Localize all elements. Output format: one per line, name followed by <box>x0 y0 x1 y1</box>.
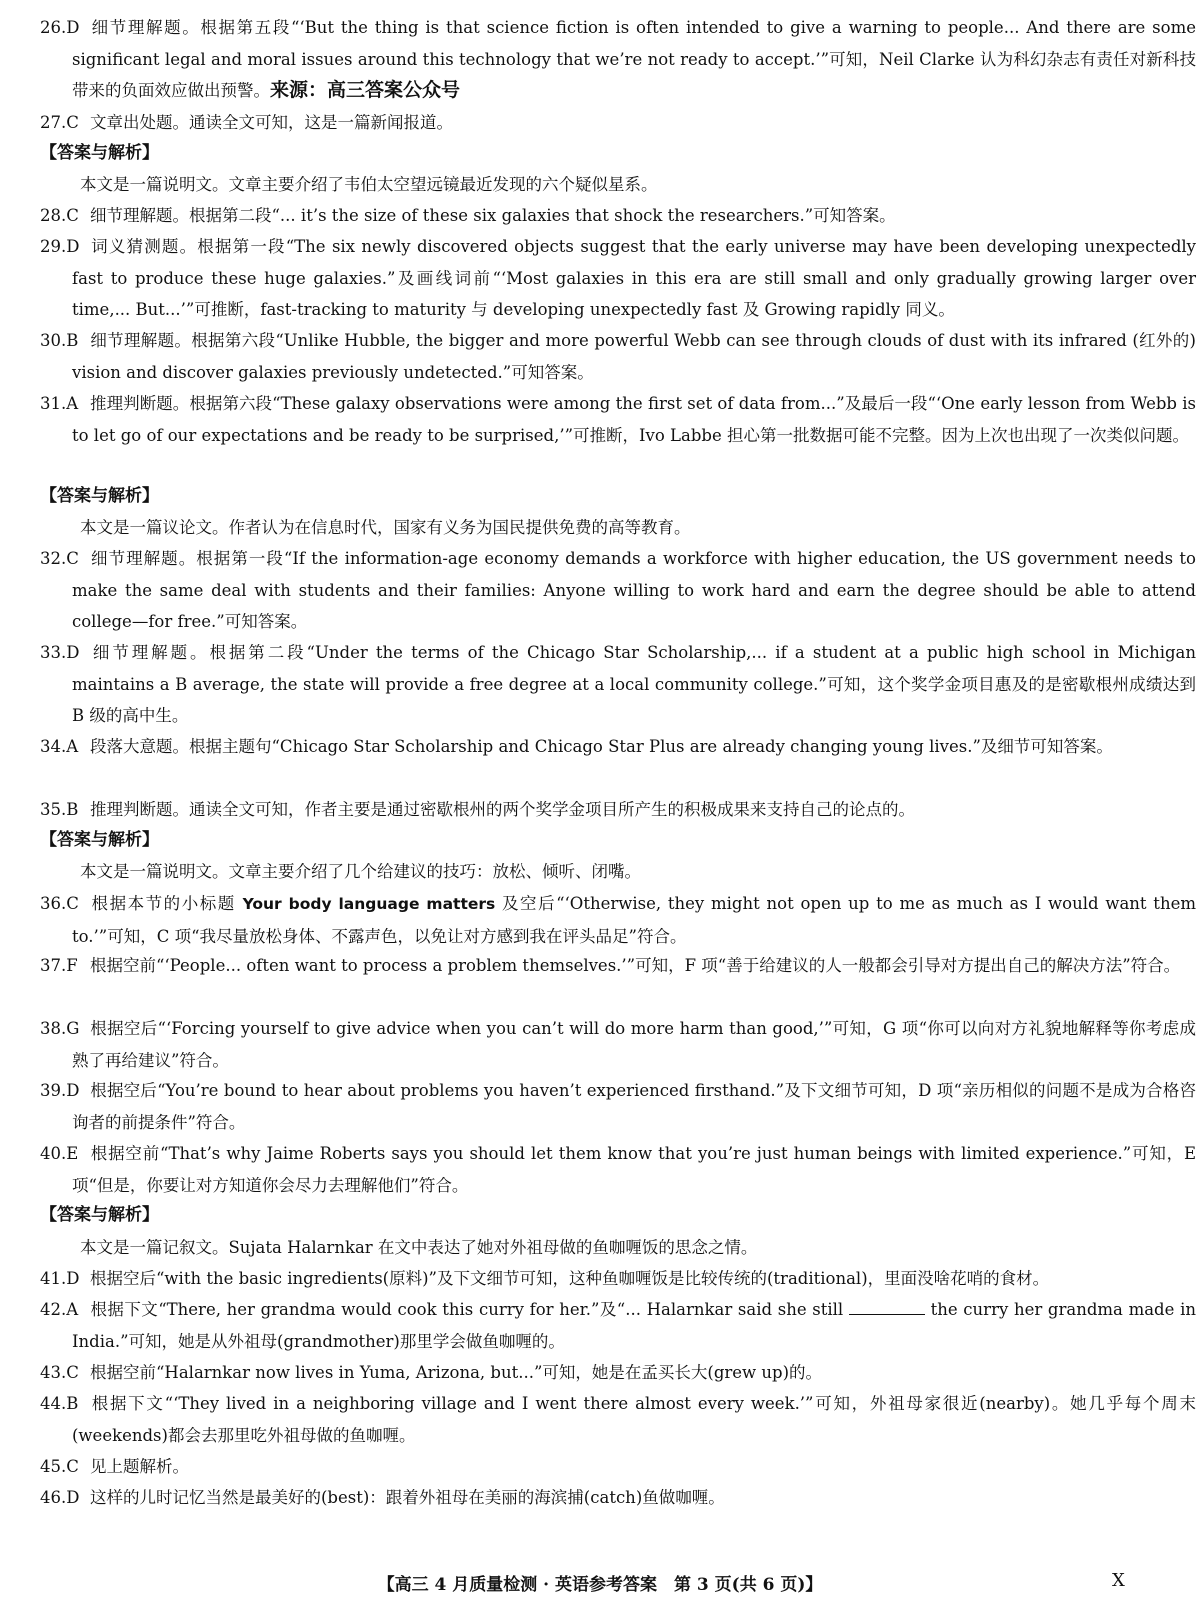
answer-item-26 <box>40 12 1196 107</box>
answer-item-27 <box>40 107 1196 139</box>
answer-text: 根据空后“You’re bound to hear about problems you haven’t experienced firsthand.”及下文细节可知，D 项“亲历相似的问题不是成为合格咨询者的前提条件”符合。 <box>72 1081 1196 1132</box>
answer-item-30 <box>40 325 1196 388</box>
answer-item-46 <box>40 1482 1196 1514</box>
answer-text: 文章出处题。通读全文可知，这是一篇新闻报道。 <box>90 113 453 132</box>
answer-item-29 <box>40 231 1196 326</box>
answer-text: 根据空前“That’s why Jaime Roberts says you should let them know that you’re just human beings with limited experience.”可知，E 项“但是，你要让对方知道你会尽力去理解他们”符合。 <box>72 1144 1196 1195</box>
answer-number: 43.C <box>40 1363 79 1382</box>
answer-number: 45.C <box>40 1457 79 1476</box>
source-watermark-text: 来源：高三答案公众号 <box>270 79 461 102</box>
answer-item-35 <box>40 794 1196 826</box>
answer-text: 及空后“‘Otherwise, they might not open up to me as much as I would want them to.’”可知，C 项“我尽量放松身体、不露声色，以免让对方感到我在评头品足”符合。 <box>72 894 1196 946</box>
answer-number: 28.C <box>40 206 79 225</box>
answer-text: 段落大意题。根据主题句“Chicago Star Scholarship and Chicago Star Plus are already changing young lives.”及细节可知答案。 <box>90 737 1113 756</box>
answer-item-41 <box>40 1263 1196 1295</box>
answer-text: 根据空前“Halarnkar now lives in Yuma, Arizona, but...”可知，她是在孟买长大(grew up)的。 <box>90 1363 823 1382</box>
section-intro: 本文是一篇说明文。文章主要介绍了几个给建议的技巧：放松、倾听、闭嘴。 <box>80 862 641 881</box>
answer-item-34 <box>40 731 1196 763</box>
answer-item-36 <box>40 888 1196 952</box>
answer-text-pre: 根据下文“There, her grandma would cook this curry for her.”及“... Halarnkar said she still <box>90 1300 849 1319</box>
answer-number: 39.D <box>40 1081 80 1100</box>
answer-item-32 <box>40 543 1196 638</box>
answer-number: 31.A <box>40 394 79 413</box>
answer-number: 37.F <box>40 956 78 975</box>
answer-text: 根据空后“with the basic ingredients(原料)”及下文细节可知，这种鱼咖喱饭是比较传统的(traditional)，里面没啥花哨的食材。 <box>90 1269 1050 1288</box>
answer-item-31 <box>40 388 1196 451</box>
footer-mark: X <box>1112 1570 1125 1591</box>
answer-text: 推理判断题。根据第六段“These galaxy observations were among the first set of data from...”及最后一段“‘One early lesson from Webb is to let go of our expectations and be ready to be surprised,’”可推断，Ivo Labbe 担心第一批数据可能不完整。因为上次也出现了一次类似问题。 <box>72 394 1196 445</box>
answer-item-43 <box>40 1357 1196 1389</box>
answer-number: 35.B <box>40 800 79 819</box>
answer-text: 见上题解析。 <box>90 1457 189 1476</box>
answer-text: 细节理解题。根据第一段“If the information-age economy demands a workforce with higher education, the US government needs to make the same deal with students and their families: Anyone willing to work hard and earn the degree should be able to attend college—for free.”可知答案。 <box>72 549 1196 632</box>
answer-number: 33.D <box>40 643 80 662</box>
answer-text: 细节理解题。根据第五段“‘But the thing is that science fiction is often intended to give a warning to people... And there are some significant legal and moral issues around this technology that we’re not ready to accept.’”可知，Neil Clarke 认为科幻杂志有责任对新科技带来的负面效应做出预警。 <box>72 18 1196 101</box>
answer-text: the curry her grandma made in India.”可知，她是从外祖母(grandmother)那里学会做鱼咖喱的。 <box>72 1300 1196 1351</box>
section-intro: 本文是一篇议论文。作者认为在信息时代，国家有义务为国民提供免费的高等教育。 <box>80 518 691 537</box>
answer-text: 根据空前“‘People... often want to process a problem themselves.’”可知，F 项“善于给建议的人一般都会引导对方提出自己的解决方法”符合。 <box>90 956 1181 975</box>
section-header: 【答案与解析】 <box>40 1205 159 1225</box>
answer-text: 这样的儿时记忆当然是最美好的(best)：跟着外祖母在美丽的海滨捕(catch)鱼做咖喱。 <box>90 1488 725 1507</box>
answer-item-28 <box>40 200 1196 232</box>
section-header: 【答案与解析】 <box>40 143 159 163</box>
answer-number: 41.D <box>40 1269 80 1288</box>
answer-text: 根据下文“‘They lived in a neighboring village and I went there almost every week.’”可知，外祖母家很近(nearby)。她几乎每个周末(weekends)都会去那里吃外祖母做的鱼咖喱。 <box>72 1394 1196 1445</box>
answer-text: 词义猜测题。根据第一段“The six newly discovered objects suggest that the early universe may have been developing unexpectedly fast to produce these huge galaxies.”及画线词前“‘Most galaxies in this era are still small and only gradually growing larger over time,... But...’”可推断，fast-tracking to maturity 与 developing unexpectedly fast 及 Growing rapidly 同义。 <box>72 237 1196 320</box>
section-header: 【答案与解析】 <box>40 486 159 506</box>
answer-number: 30.B <box>40 331 79 350</box>
answer-text: 细节理解题。根据第六段“Unlike Hubble, the bigger and more powerful Webb can see through clouds of dust with its infrared (红外的) vision and discover galaxies previously undetected.”可知答案。 <box>72 331 1196 382</box>
answer-item-37 <box>40 950 1196 982</box>
answer-number: 26.D <box>40 18 80 37</box>
subheading-title: Your body language matters <box>242 895 496 913</box>
page-footer: 【高三 4 月质量检测 · 英语参考答案 第 3 页(共 6 页)】 <box>377 1575 823 1595</box>
answer-number: 38.G <box>40 1019 80 1038</box>
answer-text: 根据空后“‘Forcing yourself to give advice when you can’t will do more harm than good,’”可知，G 项“你可以向对方礼貌地解释等你考虑成熟了再给建议”符合。 <box>72 1019 1196 1070</box>
answer-number: 40.E <box>40 1144 79 1163</box>
answer-item-45 <box>40 1451 1196 1483</box>
answer-item-33 <box>40 637 1196 732</box>
answer-item-42 <box>40 1294 1196 1357</box>
answer-number: 27.C <box>40 113 79 132</box>
answer-number: 32.C <box>40 549 79 568</box>
answer-number: 46.D <box>40 1488 80 1507</box>
answer-text: 细节理解题。根据第二段“Under the terms of the Chicago Star Scholarship,... if a student at a public high school in Michigan maintains a B average, the state will provide a free degree at a local community college.”可知，这个奖学金项目惠及的是密歇根州成绩达到 B 级的高中生。 <box>72 643 1196 726</box>
section-intro: 本文是一篇说明文。文章主要介绍了韦伯太空望远镜最近发现的六个疑似星系。 <box>80 175 658 194</box>
answer-item-40 <box>40 1138 1196 1201</box>
answer-item-38 <box>40 1013 1196 1076</box>
answer-number: 44.B <box>40 1394 79 1413</box>
section-intro: 本文是一篇记叙文。Sujata Halarnkar 在文中表达了她对外祖母做的鱼咖喱饭的思念之情。 <box>80 1238 758 1257</box>
answer-item-39 <box>40 1075 1196 1138</box>
answer-text: 推理判断题。通读全文可知，作者主要是通过密歇根州的两个奖学金项目所产生的积极成果来支持自己的论点的。 <box>90 800 915 819</box>
answer-text-pre: 根据本节的小标题 <box>90 894 243 913</box>
answer-number: 34.A <box>40 737 79 756</box>
section-header: 【答案与解析】 <box>40 830 159 850</box>
answer-number: 29.D <box>40 237 80 256</box>
answer-number: 42.A <box>40 1300 79 1319</box>
answer-item-44 <box>40 1388 1196 1451</box>
fill-in-blank-line <box>849 1296 925 1315</box>
answer-text: 细节理解题。根据第二段“... it’s the size of these six galaxies that shock the researchers.”可知答案。 <box>90 206 896 225</box>
answer-number: 36.C <box>40 894 79 913</box>
